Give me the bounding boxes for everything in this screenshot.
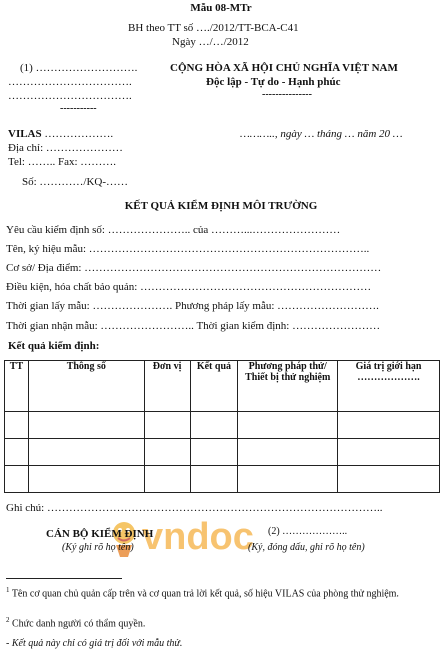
col-limit: Giá trị giới hạn ………………. bbox=[338, 361, 440, 412]
results-heading: Kết quả kiểm định: bbox=[8, 340, 100, 352]
col-parameter: Thông số bbox=[28, 361, 144, 412]
address: Địa chỉ: ………………… bbox=[8, 142, 123, 154]
col-method: Phương pháp thử/ Thiết bị thử nghiệm bbox=[238, 361, 338, 412]
header-note: BH theo TT số …./2012/TT-BCA-C41 bbox=[128, 22, 299, 34]
footnote-1: $^1$ Tên cơ quan chủ quản cấp trên và cơ quan trả lời kết quả, số hiệu VILAS của phòng thử nghiệm. bbox=[6, 586, 399, 600]
table-header-row bbox=[5, 361, 440, 412]
document-number: Số: …………/KQ-…… bbox=[22, 176, 129, 188]
nation-title: CỘNG HÒA XÃ HỘI CHỦ NGHĨA VIỆT NAM bbox=[170, 62, 398, 74]
form-code: Mẫu 08-MTr bbox=[190, 2, 252, 14]
table-row bbox=[5, 439, 440, 466]
col-result: Kết quả bbox=[190, 361, 238, 412]
motto-rule: --------------- bbox=[262, 89, 312, 100]
field-request: Yêu cầu kiểm định số: ………………….. của ………...…………………… bbox=[6, 224, 341, 236]
document-title: KẾT QUẢ KIỂM ĐỊNH MÔI TRƯỜNG bbox=[124, 200, 318, 212]
footnote-2: $^2$ Chức danh người có thẩm quyền. bbox=[6, 616, 146, 630]
footnote-separator bbox=[6, 578, 122, 579]
field-sample-name: Tên, ký hiệu mẫu: ………………………………………………………………….. bbox=[6, 243, 370, 255]
field-sampling: Thời gian lấy mẫu: …………………. Phương pháp lấy mẫu: ………………………. bbox=[6, 300, 379, 312]
results-table bbox=[4, 360, 440, 493]
header-date: Ngày …/…/2012 bbox=[172, 36, 249, 48]
col-unit: Đơn vị bbox=[144, 361, 190, 412]
field-receiving: Thời gian nhận mẫu: …………………….. Thời gian kiểm định: …………………… bbox=[6, 320, 381, 332]
sign-left-sub: (Ký ghi rõ họ tên) bbox=[62, 542, 134, 553]
agency-line-3: ……………………………. bbox=[8, 90, 132, 102]
field-location: Cơ sở/ Địa điểm: ……………………………………………………………………… bbox=[6, 262, 382, 274]
vilas-line: VILAS ………………. bbox=[8, 128, 114, 140]
note: Ghi chú: ……………………………………………………………………………….. bbox=[6, 502, 383, 514]
field-preservation: Điều kiện, hóa chất bảo quản: ……………………………………………………… bbox=[6, 281, 372, 293]
sign-right-title: (2) ……………….. bbox=[268, 526, 348, 537]
tel-fax: Tel: …….. Fax: ………. bbox=[8, 156, 117, 168]
motto: Độc lập - Tự do - Hạnh phúc bbox=[206, 76, 341, 88]
footnote-3: - Kết quả này chỉ có giá trị đối với mẫu thử. bbox=[6, 638, 183, 649]
place-date: ……….., ngày … tháng … năm 20 … bbox=[240, 128, 403, 140]
table-row bbox=[5, 466, 440, 493]
watermark-text: vndoc bbox=[142, 516, 254, 558]
agency-line-2: ……………………………. bbox=[8, 76, 132, 88]
vilas-dots: ………………. bbox=[44, 128, 114, 140]
sign-left-title: CÁN BỘ KIỂM ĐỊNH bbox=[46, 528, 154, 540]
agency-divider: ----------- bbox=[60, 103, 97, 114]
sign-right-sub: (Ký, đóng dấu, ghi rõ họ tên) bbox=[248, 542, 365, 553]
agency-line-1: (1) ………………………. bbox=[20, 62, 138, 74]
table-row bbox=[5, 412, 440, 439]
col-tt: TT bbox=[5, 361, 29, 412]
